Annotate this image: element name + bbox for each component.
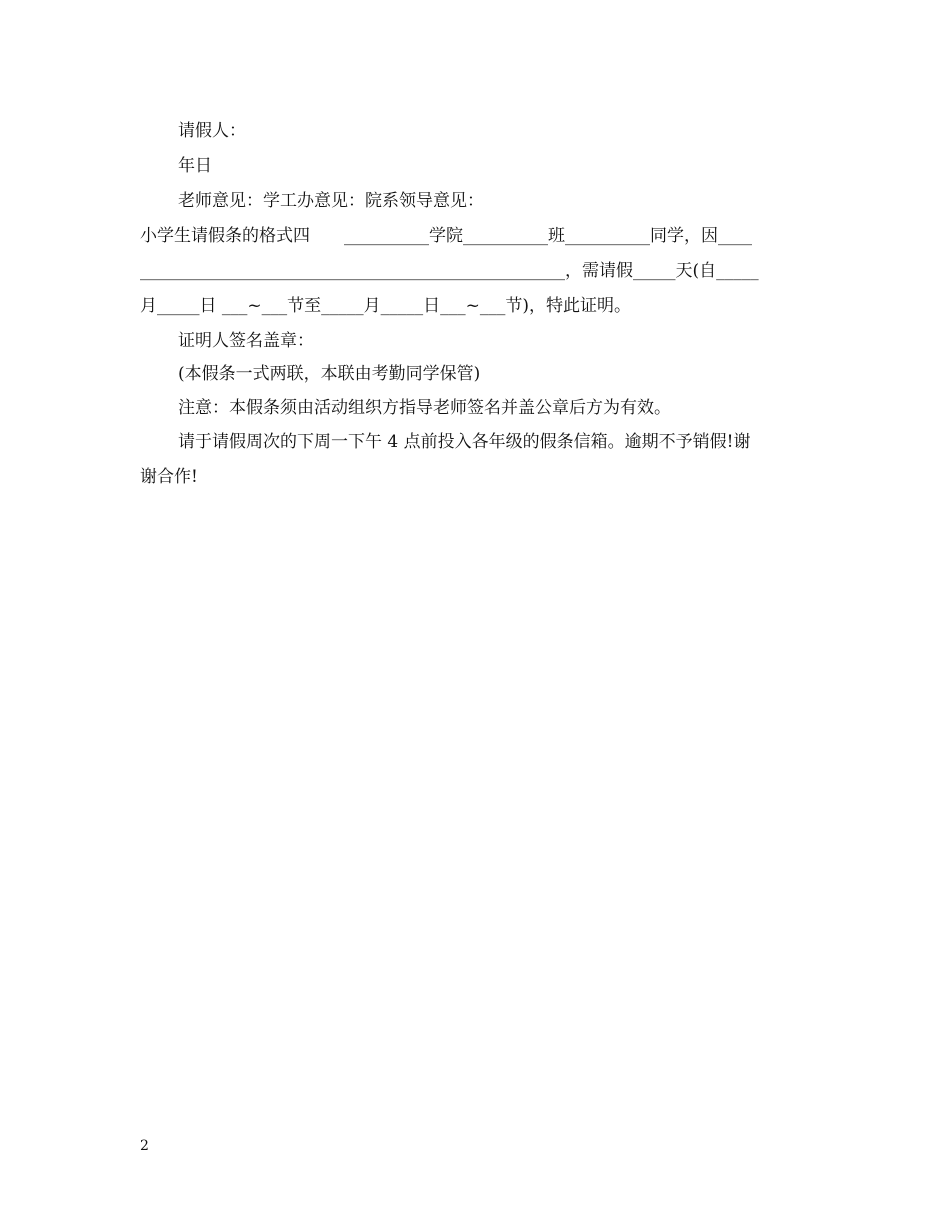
validity-note-line: 注意：本假条须由活动组织方指导老师签名并盖公章后方为有效。 (178, 398, 671, 418)
approval-opinions-line: 老师意见：学工办意见：院系领导意见： (178, 191, 484, 211)
leave-duration-line: __________________________________________________，需请假_____天(自_____ (140, 261, 759, 281)
copy-note-line: (本假条一式两联，本联由考勤同学保管) (178, 364, 481, 384)
applicant-line: 请假人： (178, 121, 246, 141)
thanks-line: 谢合作! (140, 467, 198, 487)
page-number: 2 (140, 1138, 149, 1154)
submission-note-line: 请于请假周次的下周一下午 4 点前投入各年级的假条信箱。逾期不予销假!谢 (178, 432, 751, 452)
date-line: 年日 (178, 156, 212, 176)
leave-period-line: 月_____日 ___~___节至_____月_____日___~___节)，特此证明。 (140, 296, 632, 316)
certifier-signature-line: 证明人签名盖章： (178, 331, 314, 351)
leave-form-title-line: 小学生请假条的格式四 __________学院__________班__________同学，因____ (140, 226, 752, 246)
